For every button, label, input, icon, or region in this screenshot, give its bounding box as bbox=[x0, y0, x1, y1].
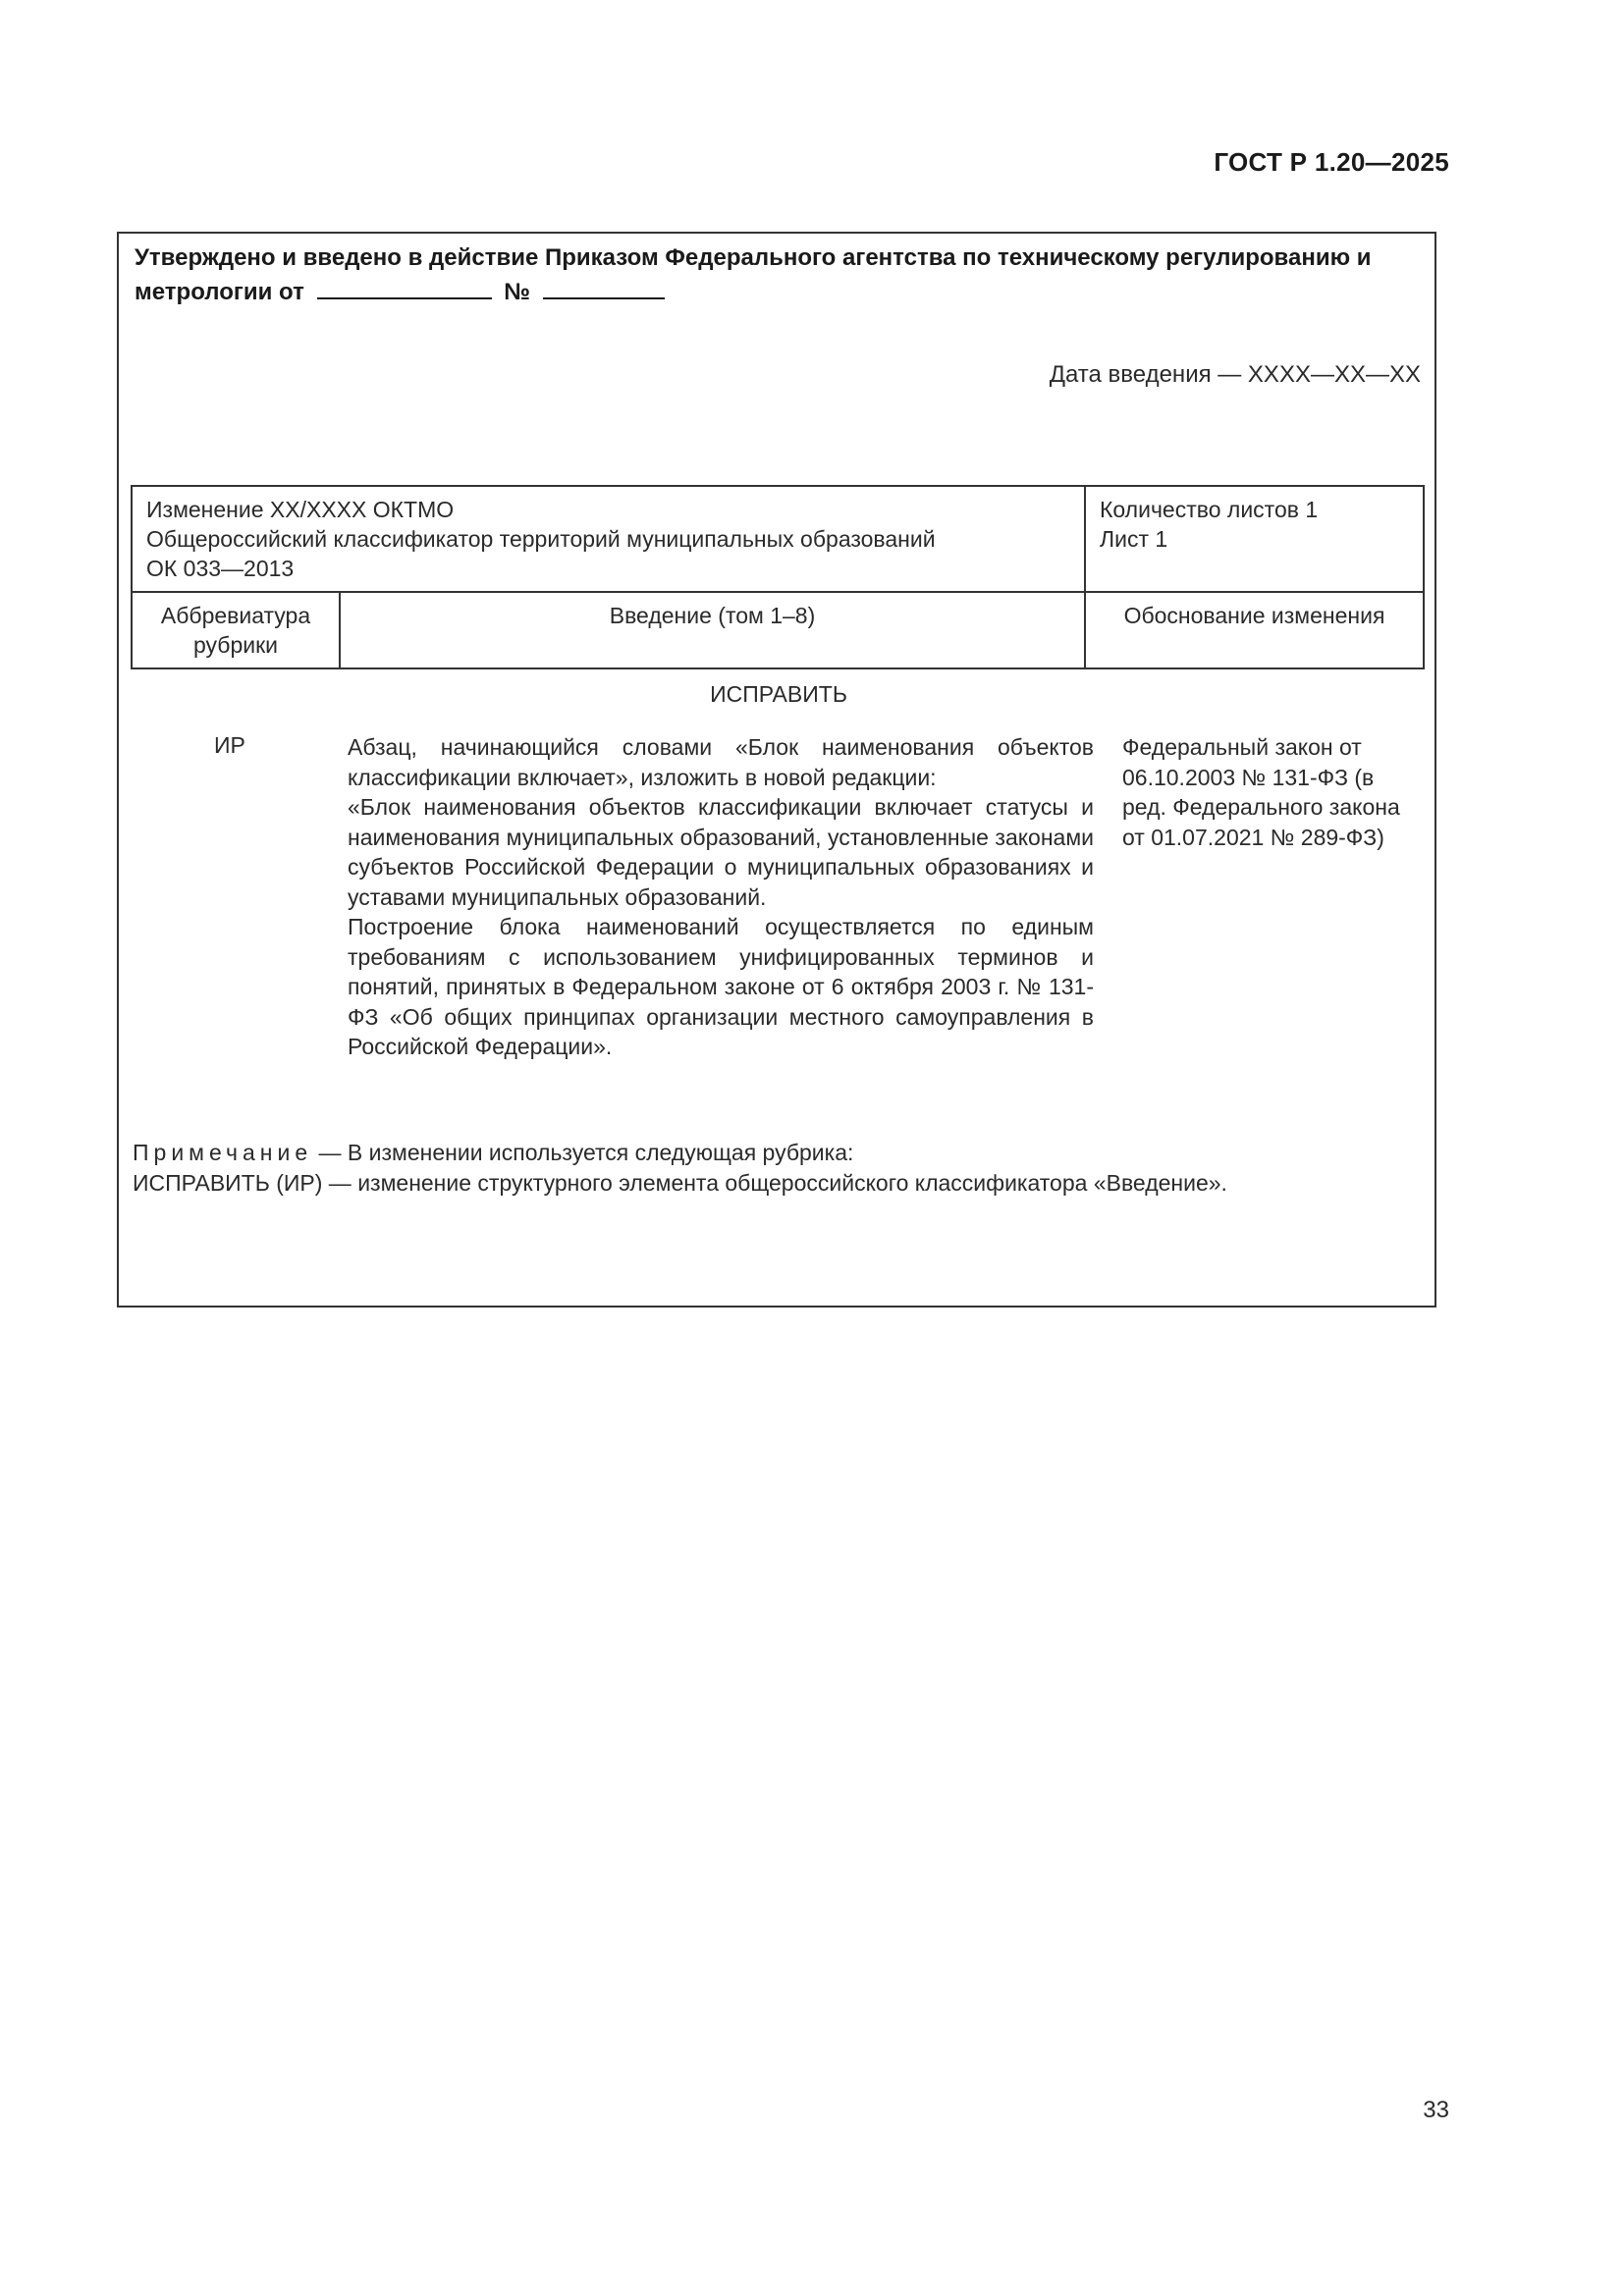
note-line-2: ИСПРАВИТЬ (ИР) — изменение структурного элемента общероссийского классификатора «Введение». bbox=[133, 1169, 1227, 1196]
change-code: ИР bbox=[214, 732, 245, 758]
change-paragraph-2: «Блок наименования объектов классификации включает статусы и наименования муниципальных образований, установленные законами субъектов Российской Федерации о муниципальных образованиях и уставами муниципальных образований. bbox=[348, 794, 1094, 910]
note-line-1 bbox=[133, 1138, 1419, 1168]
change-basis: Федеральный закон от 06.10.2003 № 131-ФЗ (в ред. Федерального закона от 01.07.2021 № 289-ФЗ) bbox=[1122, 734, 1400, 850]
amendment-frame bbox=[117, 232, 1436, 1308]
column-header-row bbox=[132, 592, 1424, 668]
page-number: 33 bbox=[1423, 2097, 1449, 2123]
change-title-cell bbox=[132, 486, 1085, 592]
approval-date-blank bbox=[317, 274, 492, 299]
sheets-count: Количество листов 1 bbox=[1100, 497, 1319, 522]
change-text bbox=[348, 732, 1094, 1062]
change-paragraph-1: Абзац, начинающийся словами «Блок наименования объектов классификации включает», изложить в новой редакции: bbox=[348, 734, 1094, 790]
intro-date: Дата введения — ХХХХ—ХХ—ХХ bbox=[1049, 361, 1421, 388]
col-header-basis: Обоснование изменения bbox=[1085, 592, 1424, 668]
change-title-row bbox=[132, 486, 1424, 592]
note-label: Примечание bbox=[133, 1140, 313, 1165]
change-title-line1: Изменение ХХ/ХХХХ ОКТМО bbox=[146, 497, 455, 522]
approval-text: Утверждено и введено в действие Приказом Федерального агентства по техническому регулированию и метрологии от bbox=[135, 244, 1372, 305]
col-header-abbreviation: Аббревиатура рубрики bbox=[132, 592, 340, 668]
col-header-section: Введение (том 1–8) bbox=[340, 592, 1085, 668]
change-title-line2: Общероссийский классификатор территорий муниципальных образований bbox=[146, 526, 936, 552]
change-paragraph-3: Построение блока наименований осуществляется по единым требованиям с использованием унифицированных терминов и понятий, принятых в Федеральном законе от 6 октября 2003 г. № 131-ФЗ «Об общих принципах организации местного самоуправления в Российской Федерации». bbox=[348, 914, 1094, 1059]
section-label: ИСПРАВИТЬ bbox=[710, 681, 847, 707]
approval-number-blank bbox=[543, 274, 665, 299]
change-title-line3: ОК 033—2013 bbox=[146, 556, 295, 581]
approval-number-sign: № bbox=[504, 279, 530, 305]
sheets-cell bbox=[1085, 486, 1424, 592]
document-code: ГОСТ Р 1.20—2025 bbox=[1214, 147, 1449, 177]
note-text: — В изменении используется следующая рубрика: bbox=[312, 1140, 854, 1165]
change-header-table bbox=[131, 485, 1425, 669]
note-block bbox=[133, 1138, 1419, 1198]
approval-statement bbox=[135, 241, 1421, 308]
sheet-number: Лист 1 bbox=[1100, 526, 1168, 552]
